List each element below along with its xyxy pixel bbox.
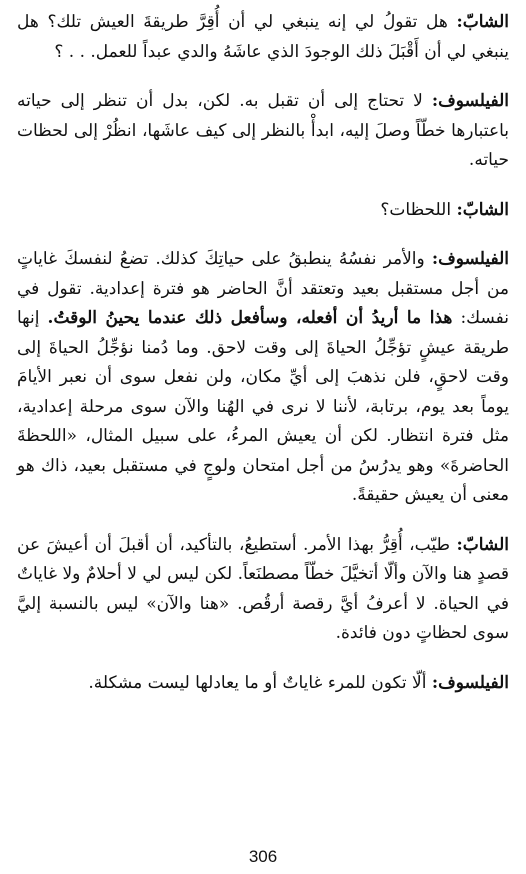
dialogue-paragraph [17,196,509,226]
dialogue-paragraph [17,531,509,649]
paragraph-text: إنها طريقة عيشٍ تؤجِّلُ الحياةَ إلى وقت لاحق. وما دُمنا نؤجِّلُ الحياةَ إلى وقت لاحقٍ، فلن نذهبَ إلى أيِّ مكان، ولن نفعل سوى أن نعبر الأيامَ يوماً بعد يوم، برتابة، لأننا لا نرى في الهُنا والآن سوى مرحلة إعدادية، مثل فترة انتظار. لكن أن يعيش المرءُ، على سبيل المثال، «اللحظةَ الحاضرةَ» وهو يدرُسُ من أجل امتحان ولوجٍ في مستقبل بعيد، ذاك هو معنى أن يعيش حقيقةً. [17,308,509,505]
paragraph-text: طيّب، أُقِرُّ بهذا الأمر. أستطيعُ، بالتأكيد، أن أقبلَ أن أعيشَ عن قصدٍ هنا والآن وألّا أتخيَّلَ خطّاً مصطنَعاً. لكن ليس لي لا أحلامٌ ولا غاياتٌ في الحياة. لا أعرفُ أيَّ رقصة أرقُص. «هنا والآن» ليس بالنسبة إليَّ سوى لحظاتٍ دون فائدة. [17,534,509,643]
page-number: 306 [248,847,278,866]
dialogue-paragraph [17,245,509,511]
paragraph-text: ألّا تكون للمرء غاياتٌ أو ما يعادلها ليست مشكلة. [88,672,432,693]
speaker-label: الشابّ: [456,12,509,32]
emphasized-text: هذا ما أريدُ أن أفعله، وسأفعل ذلك عندما يحينُ الوقتُ. [47,308,453,328]
speaker-label: الفيلسوف: [431,672,509,693]
speaker-label: الفيلسوف: [431,91,509,111]
speaker-label: الشابّ: [456,199,509,220]
dialogue-paragraph [17,87,509,176]
dialogue-paragraph [17,8,509,67]
paragraph-text: والأمر نفسُهُ ينطبقُ على حياتِكَ كذلك. تضعُ لنفسكَ غاياتٍ من أجل مستقبل بعيد وتعتقد أنَّ الحاضر هو فترة إعدادية. تقول في نفسك: [17,249,509,328]
speaker-label: الشابّ: [456,534,509,555]
paragraph-text: لا تحتاج إلى أن تقبل به. لكن، بدل أن تنظر إلى حياته باعتبارها خطّاً وصلَ إليه، ابدأْ بالنظر إلى كيف عاشَها، انظُرْ إلى لحظات حياته. [17,91,509,170]
paragraph-text: اللحظات؟ [380,199,457,220]
dialogue-paragraph [17,669,509,699]
paragraph-text: هل تقولُ لي إنه ينبغي لي أن أُقِرَّ طريقةَ العيش تلك؟ هل ينبغي لي أن أَقْبَلَ ذلك الوجودَ الذي عاشَهُ والدي عبداً للعمل. . . ؟ [17,12,509,62]
speaker-label: الفيلسوف: [431,249,509,269]
